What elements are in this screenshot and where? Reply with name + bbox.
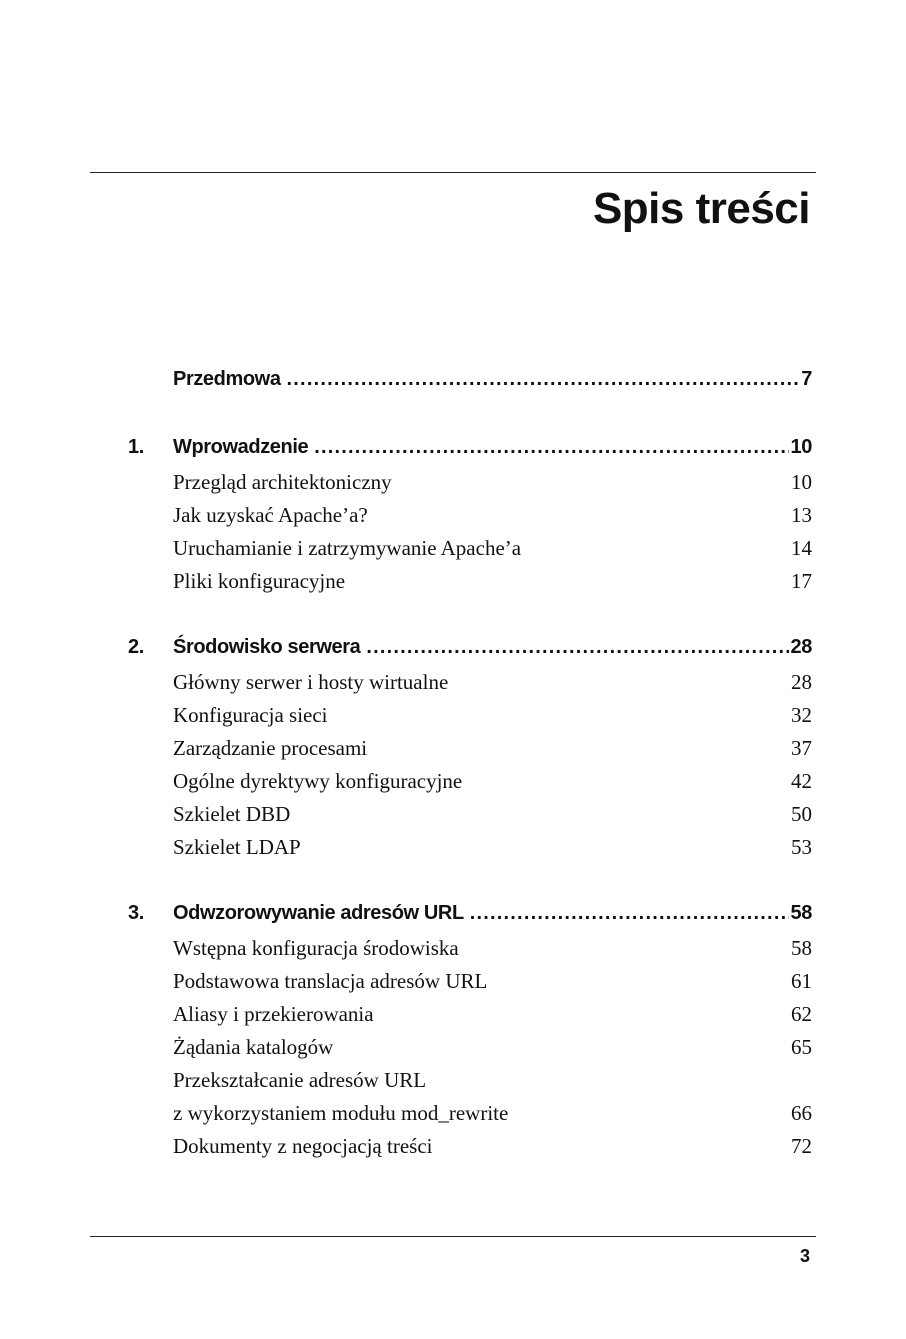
chapter-page-number: 28 — [790, 636, 812, 658]
toc-entry-title: Aliasy i przekierowania — [173, 1002, 374, 1026]
toc-entry-page-number: 17 — [791, 569, 812, 593]
toc-entry-page-number: 61 — [791, 969, 812, 993]
toc-chapter — [128, 428, 812, 598]
toc-entry[interactable] — [173, 965, 812, 998]
toc-entry-title: Przekształcanie adresów URL z wykorzystaniem modułu mod_rewrite — [173, 1068, 509, 1125]
toc-entry-page-number: 37 — [791, 736, 812, 760]
toc-entry-page-number: 58 — [791, 936, 812, 960]
toc-entry[interactable] — [173, 765, 812, 798]
toc-entry[interactable] — [173, 699, 812, 732]
toc-entry[interactable] — [173, 565, 812, 598]
toc-entry-title: Wstępna konfiguracja środowiska — [173, 936, 459, 960]
toc-entry-title: Dokumenty z negocjacją treści — [173, 1134, 433, 1158]
toc-entry-title: Podstawowa translacja adresów URL — [173, 969, 488, 993]
toc-chapter-heading[interactable] — [128, 628, 812, 666]
chapter-title: Przedmowa — [173, 368, 281, 390]
bottom-rule — [90, 1236, 816, 1237]
toc-chapter-heading[interactable] — [128, 360, 812, 398]
toc-entry-page-number: 72 — [791, 1134, 812, 1158]
toc-entry-page-number: 14 — [791, 536, 812, 560]
toc-entry-title: Jak uzyskać Apache’a? — [173, 503, 368, 527]
toc-entry-title: Żądania katalogów — [173, 1035, 334, 1059]
toc-entry-page-number: 13 — [791, 503, 812, 527]
dot-leader — [366, 628, 788, 666]
toc-entry[interactable] — [173, 732, 812, 765]
chapter-page-number: 58 — [790, 902, 812, 924]
toc-entry-list — [173, 932, 812, 1163]
toc-chapter — [128, 894, 812, 1163]
toc-entry-title: Uruchamianie i zatrzymywanie Apache’a — [173, 536, 522, 560]
toc-entry[interactable] — [173, 798, 812, 831]
top-rule — [90, 172, 816, 173]
toc-entry[interactable] — [173, 499, 812, 532]
toc-entry-page-number: 28 — [791, 670, 812, 694]
toc-chapter — [128, 628, 812, 864]
page-title: Spis treści — [592, 184, 810, 233]
chapter-number: 2. — [128, 636, 144, 658]
chapter-page-number: 10 — [790, 436, 812, 458]
toc-entry-title: Konfiguracja sieci — [173, 703, 328, 727]
chapter-page-number: 7 — [801, 368, 812, 390]
toc-entry[interactable] — [173, 1064, 812, 1130]
toc-entry-title: Szkielet DBD — [173, 802, 291, 826]
toc-entry-page-number: 62 — [791, 1002, 812, 1026]
toc-entry-title: Główny serwer i hosty wirtualne — [173, 670, 449, 694]
toc-entry[interactable] — [173, 1031, 812, 1064]
toc-entry[interactable] — [173, 831, 812, 864]
toc-chapter-heading[interactable] — [128, 894, 812, 932]
toc-entry-title: Szkielet LDAP — [173, 835, 301, 859]
toc-entry-page-number: 65 — [791, 1035, 812, 1059]
toc-entry-page-number: 50 — [791, 802, 812, 826]
toc-entry[interactable] — [173, 1130, 812, 1163]
dot-leader — [287, 360, 800, 398]
toc-entry[interactable] — [173, 532, 812, 565]
toc-entry-page-number: 53 — [791, 835, 812, 859]
toc-entry[interactable] — [173, 932, 812, 965]
table-of-contents — [128, 360, 812, 1193]
toc-entry-title: Przegląd architektoniczny — [173, 470, 392, 494]
dot-leader — [314, 428, 788, 466]
toc-entry-title: Pliki konfiguracyjne — [173, 569, 346, 593]
toc-entry-list — [173, 666, 812, 864]
toc-chapter — [128, 360, 812, 398]
toc-entry[interactable] — [173, 666, 812, 699]
chapter-title: Wprowadzenie — [173, 436, 309, 458]
chapter-title: Środowisko serwera — [173, 636, 361, 658]
toc-entry-page-number: 66 — [791, 1101, 812, 1125]
toc-chapter-heading[interactable] — [128, 428, 812, 466]
chapter-title: Odwzorowywanie adresów URL — [173, 902, 464, 924]
dot-leader — [470, 894, 789, 932]
page-number: 3 — [799, 1246, 810, 1266]
chapter-number: 1. — [128, 436, 144, 458]
toc-entry-title: Zarządzanie procesami — [173, 736, 368, 760]
chapter-number: 3. — [128, 902, 144, 924]
toc-entry-page-number: 42 — [791, 769, 812, 793]
toc-entry[interactable] — [173, 466, 812, 499]
toc-entry[interactable] — [173, 998, 812, 1031]
toc-entry-list — [173, 466, 812, 598]
toc-entry-page-number: 10 — [791, 470, 812, 494]
toc-entry-title: Ogólne dyrektywy konfiguracyjne — [173, 769, 463, 793]
toc-entry-page-number: 32 — [791, 703, 812, 727]
